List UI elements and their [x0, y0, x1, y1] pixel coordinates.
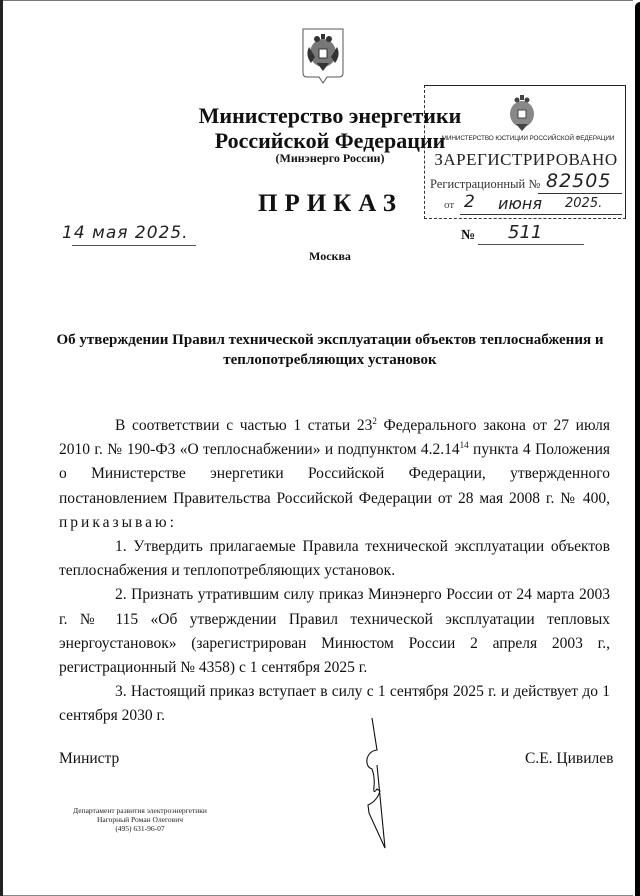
superscript: 14	[459, 440, 469, 451]
preamble-paragraph	[59, 414, 610, 535]
preamble-text: В соответствии с частью 1 статьи 23	[115, 417, 373, 434]
stamp-reg-label: Регистрационный №	[430, 177, 541, 191]
order-number-label: №	[461, 228, 476, 243]
city: Москва	[309, 249, 351, 263]
handwritten-signature-icon	[355, 715, 395, 855]
order-item: 3. Настоящий приказ вступает в силу с 1 сентября 2025 г. и действует до 1 сентября 2030 г.	[59, 683, 610, 725]
stamp-reg-number: 82505	[546, 170, 612, 192]
stamp-date-day: 2	[464, 192, 475, 212]
order-item: 1. Утвердить прилагаемые Правила технической эксплуатации объектов теплоснабжения и теплопотребляющих установок.	[59, 538, 610, 580]
stamp-title: ЗАРЕГИСТРИРОВАНО	[434, 150, 618, 169]
superscript: 2	[372, 416, 377, 426]
order-date: 14 мая 2025.	[62, 223, 189, 243]
contact-info	[40, 806, 240, 833]
order-word: приказываю:	[59, 513, 177, 531]
signer-name: С.Е. Цивилев	[525, 750, 614, 767]
contact-phone: (495) 631-96-07	[115, 824, 165, 833]
scan-edge-right	[635, 2, 640, 896]
stamp-date-month: июня	[498, 194, 542, 213]
order-item: 2. Признать утратившим силу приказ Минэнерго России от 24 марта 2003 г. № 115 «Об утверждении Правил технической эксплуатации тепловых энергоустановок» (зарегистрирован Минюстом России 2 апреля 2003 г., регистрационный № 4358) с 1 сентября 2025 г.	[59, 586, 610, 677]
russian-coat-of-arms-icon	[301, 27, 345, 85]
stamp-date-underline	[460, 214, 622, 215]
scan-edge-left	[0, 0, 3, 896]
order-date-underline	[72, 245, 196, 246]
order-number-underline	[478, 244, 584, 245]
preamble-text: Федерального закона от 27 июля 2010 г. № 190-ФЗ «О теплоснабжении» и подпунктом 4.2.14	[59, 417, 611, 459]
order-subject: Об утверждении Правил технической эксплуатации объектов теплоснабжения и теплопотребляющих установок	[56, 332, 604, 368]
contact-department: Департамент развития электроэнергетики	[73, 806, 207, 815]
scan-edge-top	[3, 0, 633, 1]
ministry-name-line1: Министерство энергетики	[198, 103, 462, 128]
signer-title: Министр	[59, 750, 120, 767]
stamp-date-label: от	[444, 199, 455, 211]
stamp-coat-of-arms-icon	[504, 92, 540, 132]
ministry-short-name: (Минэнерго России)	[275, 151, 385, 165]
document-type: ПРИКАЗ	[258, 190, 403, 217]
order-body	[59, 414, 610, 729]
order-number: 511	[508, 222, 543, 243]
stamp-reg-underline	[538, 193, 622, 194]
contact-person: Нагорный Роман Олегович	[96, 815, 184, 824]
ministry-name-line2: Российской Федерации	[214, 128, 446, 153]
stamp-organization: МИНИСТЕРСТВО ЮСТИЦИИ РОССИЙСКОЙ ФЕДЕРАЦИИ	[441, 135, 615, 142]
preamble-text: пункта 4 Положения о Министерстве энергетики Российской Федерации, утвержденного постановлением Правительства Российской Федерации от 28 мая 2008 г. № 400,	[59, 441, 611, 507]
stamp-date-year: 2025.	[565, 196, 603, 211]
